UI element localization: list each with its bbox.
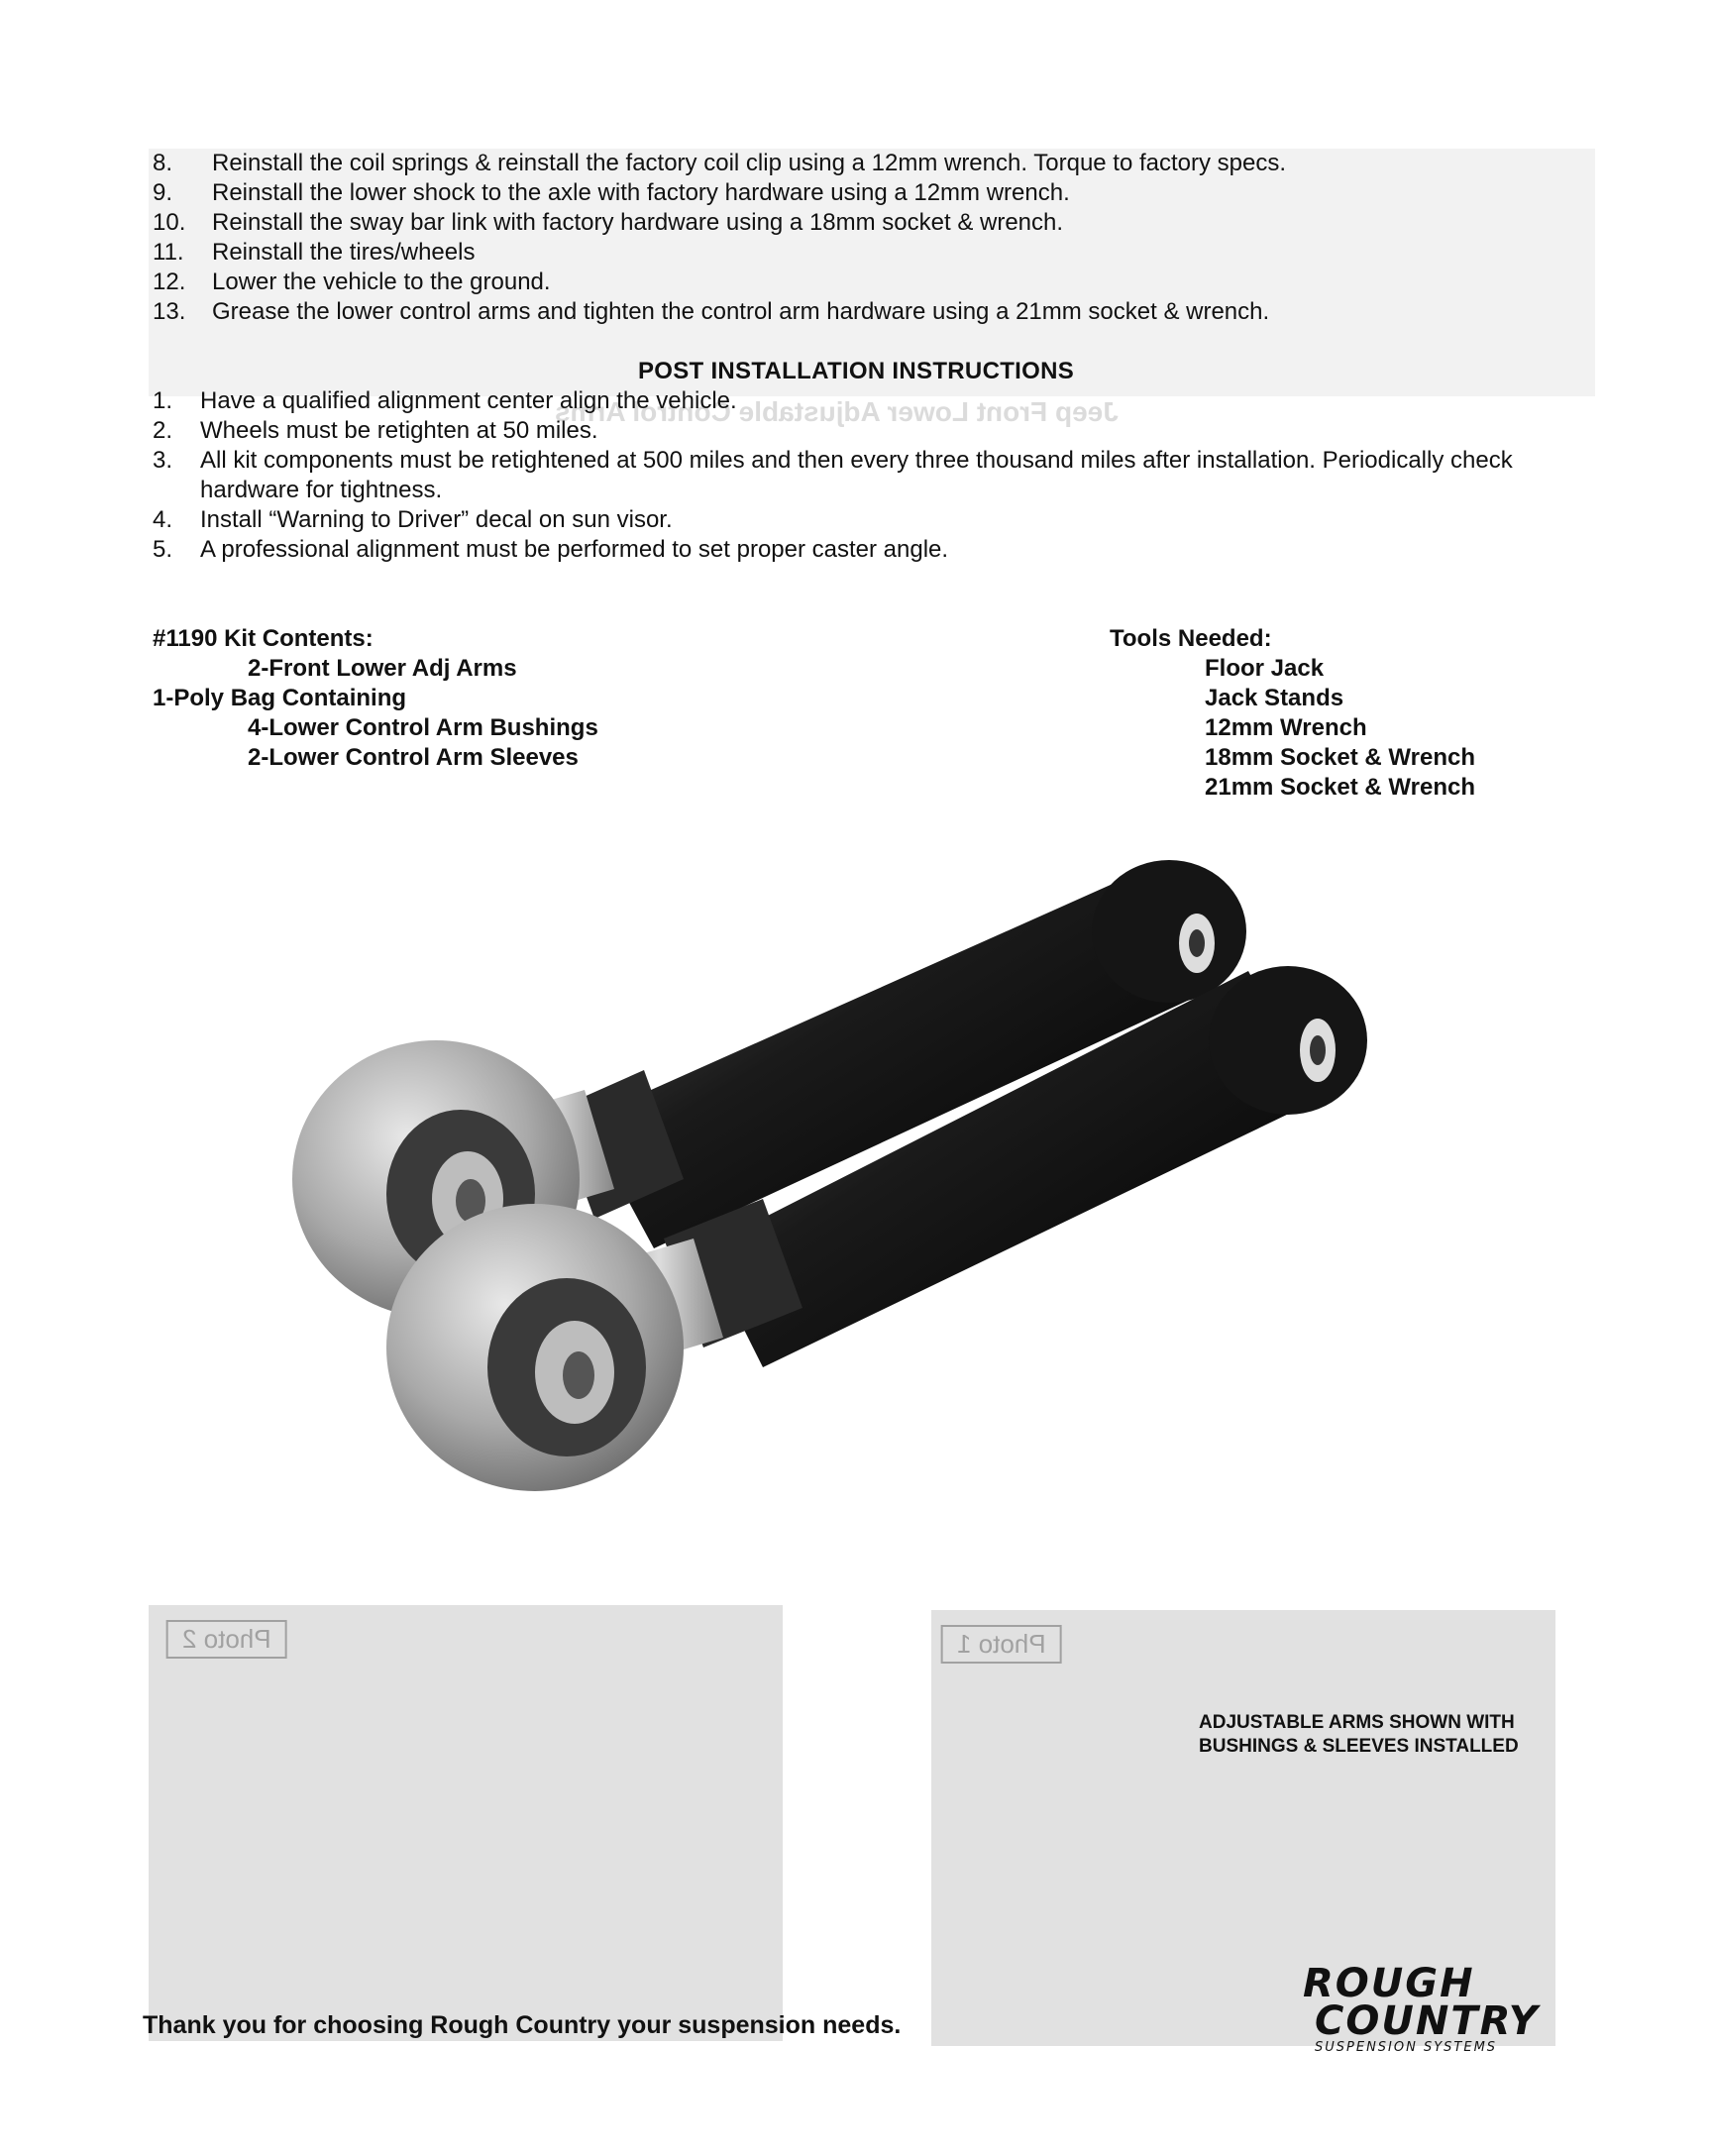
list-item: 2. Wheels must be retighten at 50 miles. [153,417,598,444]
kit-contents-title: #1190 Kit Contents: [153,625,374,652]
tool-item: 21mm Socket & Wrench [1205,774,1475,801]
install-steps [153,149,1286,327]
thank-you-note: Thank you for choosing Rough Country your suspension needs. [143,2011,902,2039]
kit-item: 2-Front Lower Adj Arms [248,655,517,682]
kit-item: 4-Lower Control Arm Bushings [248,714,598,741]
tools-needed [1110,624,1475,803]
tool-item: 12mm Wrench [1205,714,1367,741]
ghost-heading: Jeep Front Lower Adjustable Control Arms [555,396,1119,427]
step-row: 8. Reinstall the coil springs & reinstall the factory coil clip using a 12mm wrench. Torque to factory specs. [153,150,1287,176]
photo-label-right: Photo 1 [941,1625,1062,1664]
logo-line-1: ROUGH [1303,1961,1475,2006]
list-item: 1. Have a qualified alignment center align the vehicle. [153,387,737,414]
control-arms-photo [287,852,1526,1704]
list-item: 4. Install “Warning to Driver” decal on sun visor. [153,506,673,533]
kit-contents [153,624,598,773]
photo-caption: ADJUSTABLE ARMS SHOWN WITH BUSHINGS & SLEEVES INSTALLED [1199,1712,1519,1757]
post-installation-list [153,386,1579,565]
photo-label-left: Photo 2 [166,1620,287,1659]
tool-item: Floor Jack [1205,655,1325,682]
step-row: 12. Lower the vehicle to the ground. [153,269,551,295]
post-installation-title: POST INSTALLATION INSTRUCTIONS [637,358,1075,384]
list-item: 3. All kit components must be retightened at 500 miles and then every three thousand miles after installation. Periodically check hardware for tightness. [153,447,1513,503]
kit-item: 2-Lower Control Arm Sleeves [248,744,579,771]
rough-country-logo [1303,1961,1570,2055]
logo-tagline: SUSPENSION SYSTEMS [1315,2040,1498,2055]
tool-item: Jack Stands [1205,685,1344,711]
step-row: 9. Reinstall the lower shock to the axle with factory hardware using a 12mm wrench. [153,179,1070,206]
tool-item: 18mm Socket & Wrench [1205,744,1475,771]
step-row: 13. Grease the lower control arms and tighten the control arm hardware using a 21mm socket & wrench. [153,298,1270,325]
logo-line-2: COUNTRY [1315,1998,1540,2044]
kit-item: 1-Poly Bag Containing [153,685,407,711]
step-row: 11. Reinstall the tires/wheels [153,239,476,266]
list-item: 5. A professional alignment must be performed to set proper caster angle. [153,536,949,563]
step-row: 10. Reinstall the sway bar link with factory hardware using a 18mm socket & wrench. [153,209,1064,236]
tools-needed-title: Tools Needed: [1110,625,1272,652]
